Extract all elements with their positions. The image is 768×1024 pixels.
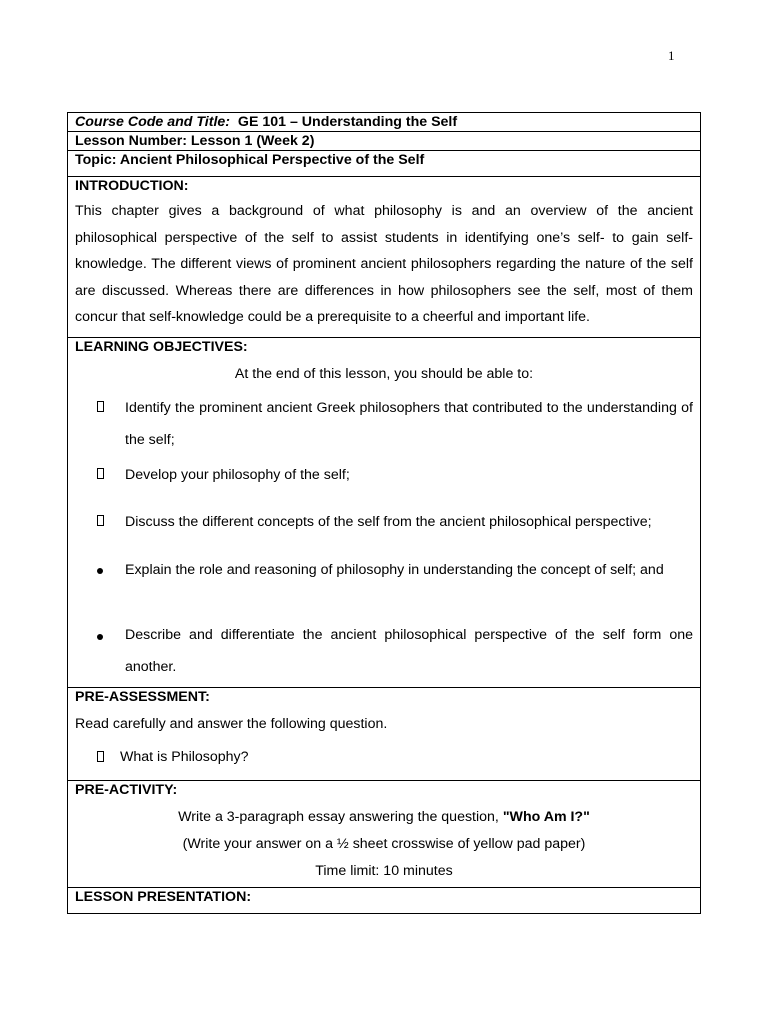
lesson-number: Lesson Number: Lesson 1 (Week 2)	[75, 133, 315, 149]
learning-objectives-section	[68, 337, 700, 687]
pre-activity-title: PRE-ACTIVITY:	[75, 782, 178, 798]
objective-item	[97, 459, 693, 491]
objective-text: Describe and differentiate the ancient philosophical perspective of the self form one another.	[125, 627, 693, 675]
page-number: 1	[668, 48, 675, 63]
objective-text: Identify the prominent ancient Greek philosophers that contributed to the understanding of the self;	[125, 400, 693, 448]
pre-assessment-section	[68, 687, 700, 780]
box-bullet-icon	[97, 506, 111, 538]
lesson-presentation-title: LESSON PRESENTATION:	[75, 889, 252, 905]
objective-text: Develop your philosophy of the self;	[125, 467, 350, 483]
objectives-title: LEARNING OBJECTIVES:	[75, 339, 248, 355]
dot-bullet-icon	[97, 620, 111, 652]
introduction-section	[68, 176, 700, 337]
pre-activity-note: (Write your answer on a ½ sheet crosswise of yellow pad paper)	[182, 836, 586, 852]
box-bullet-icon	[97, 459, 111, 491]
objective-item	[97, 554, 693, 586]
objective-item	[97, 392, 693, 456]
introduction-text: This chapter gives a background of what philosophy is and an overview of the ancient philosophical perspective of the self to assist students in identifying one’s self- to gain self-knowledge. The different views of prominent ancient philosophers regarding the nature of the self are discussed. Whereas there are differences in how philosophers see the self, most of them concur that self-knowledge could be a prerequisite to a cheerful and important life.	[75, 203, 693, 326]
introduction-title: INTRODUCTION:	[75, 178, 189, 194]
topic-row	[68, 150, 700, 176]
lesson-number-row	[68, 131, 700, 150]
topic: Topic: Ancient Philosophical Perspective of the Self	[75, 152, 425, 168]
pre-activity-line1	[75, 808, 693, 826]
course-label: Course Code and Title:	[75, 114, 231, 130]
box-bullet-icon	[97, 748, 111, 767]
pre-assessment-question: What is Philosophy?	[120, 749, 249, 765]
objective-item	[97, 620, 693, 683]
lesson-presentation-section	[68, 887, 700, 913]
pre-activity-instruction: Write a 3-paragraph essay answering the question,	[178, 809, 503, 825]
objectives-lead: At the end of this lesson, you should be able to:	[234, 366, 534, 382]
course-value: GE 101 – Understanding the Self	[237, 114, 458, 130]
pre-assessment-instruction: Read carefully and answer the following question.	[75, 716, 388, 732]
course-row	[68, 113, 700, 131]
box-bullet-icon	[97, 392, 111, 424]
objective-item	[97, 506, 693, 538]
pre-activity-time-limit: Time limit: 10 minutes	[315, 863, 453, 879]
objective-text: Explain the role and reasoning of philosophy in understanding the concept of self; and	[125, 562, 664, 578]
pre-assessment-title: PRE-ASSESSMENT:	[75, 689, 210, 705]
pre-assessment-question-item	[97, 748, 693, 766]
dot-bullet-icon	[97, 554, 111, 586]
objective-text: Discuss the different concepts of the self from the ancient philosophical perspective;	[125, 514, 652, 530]
lesson-plan-table	[67, 112, 701, 914]
pre-activity-question: "Who Am I?"	[502, 809, 590, 825]
pre-activity-section	[68, 780, 700, 887]
